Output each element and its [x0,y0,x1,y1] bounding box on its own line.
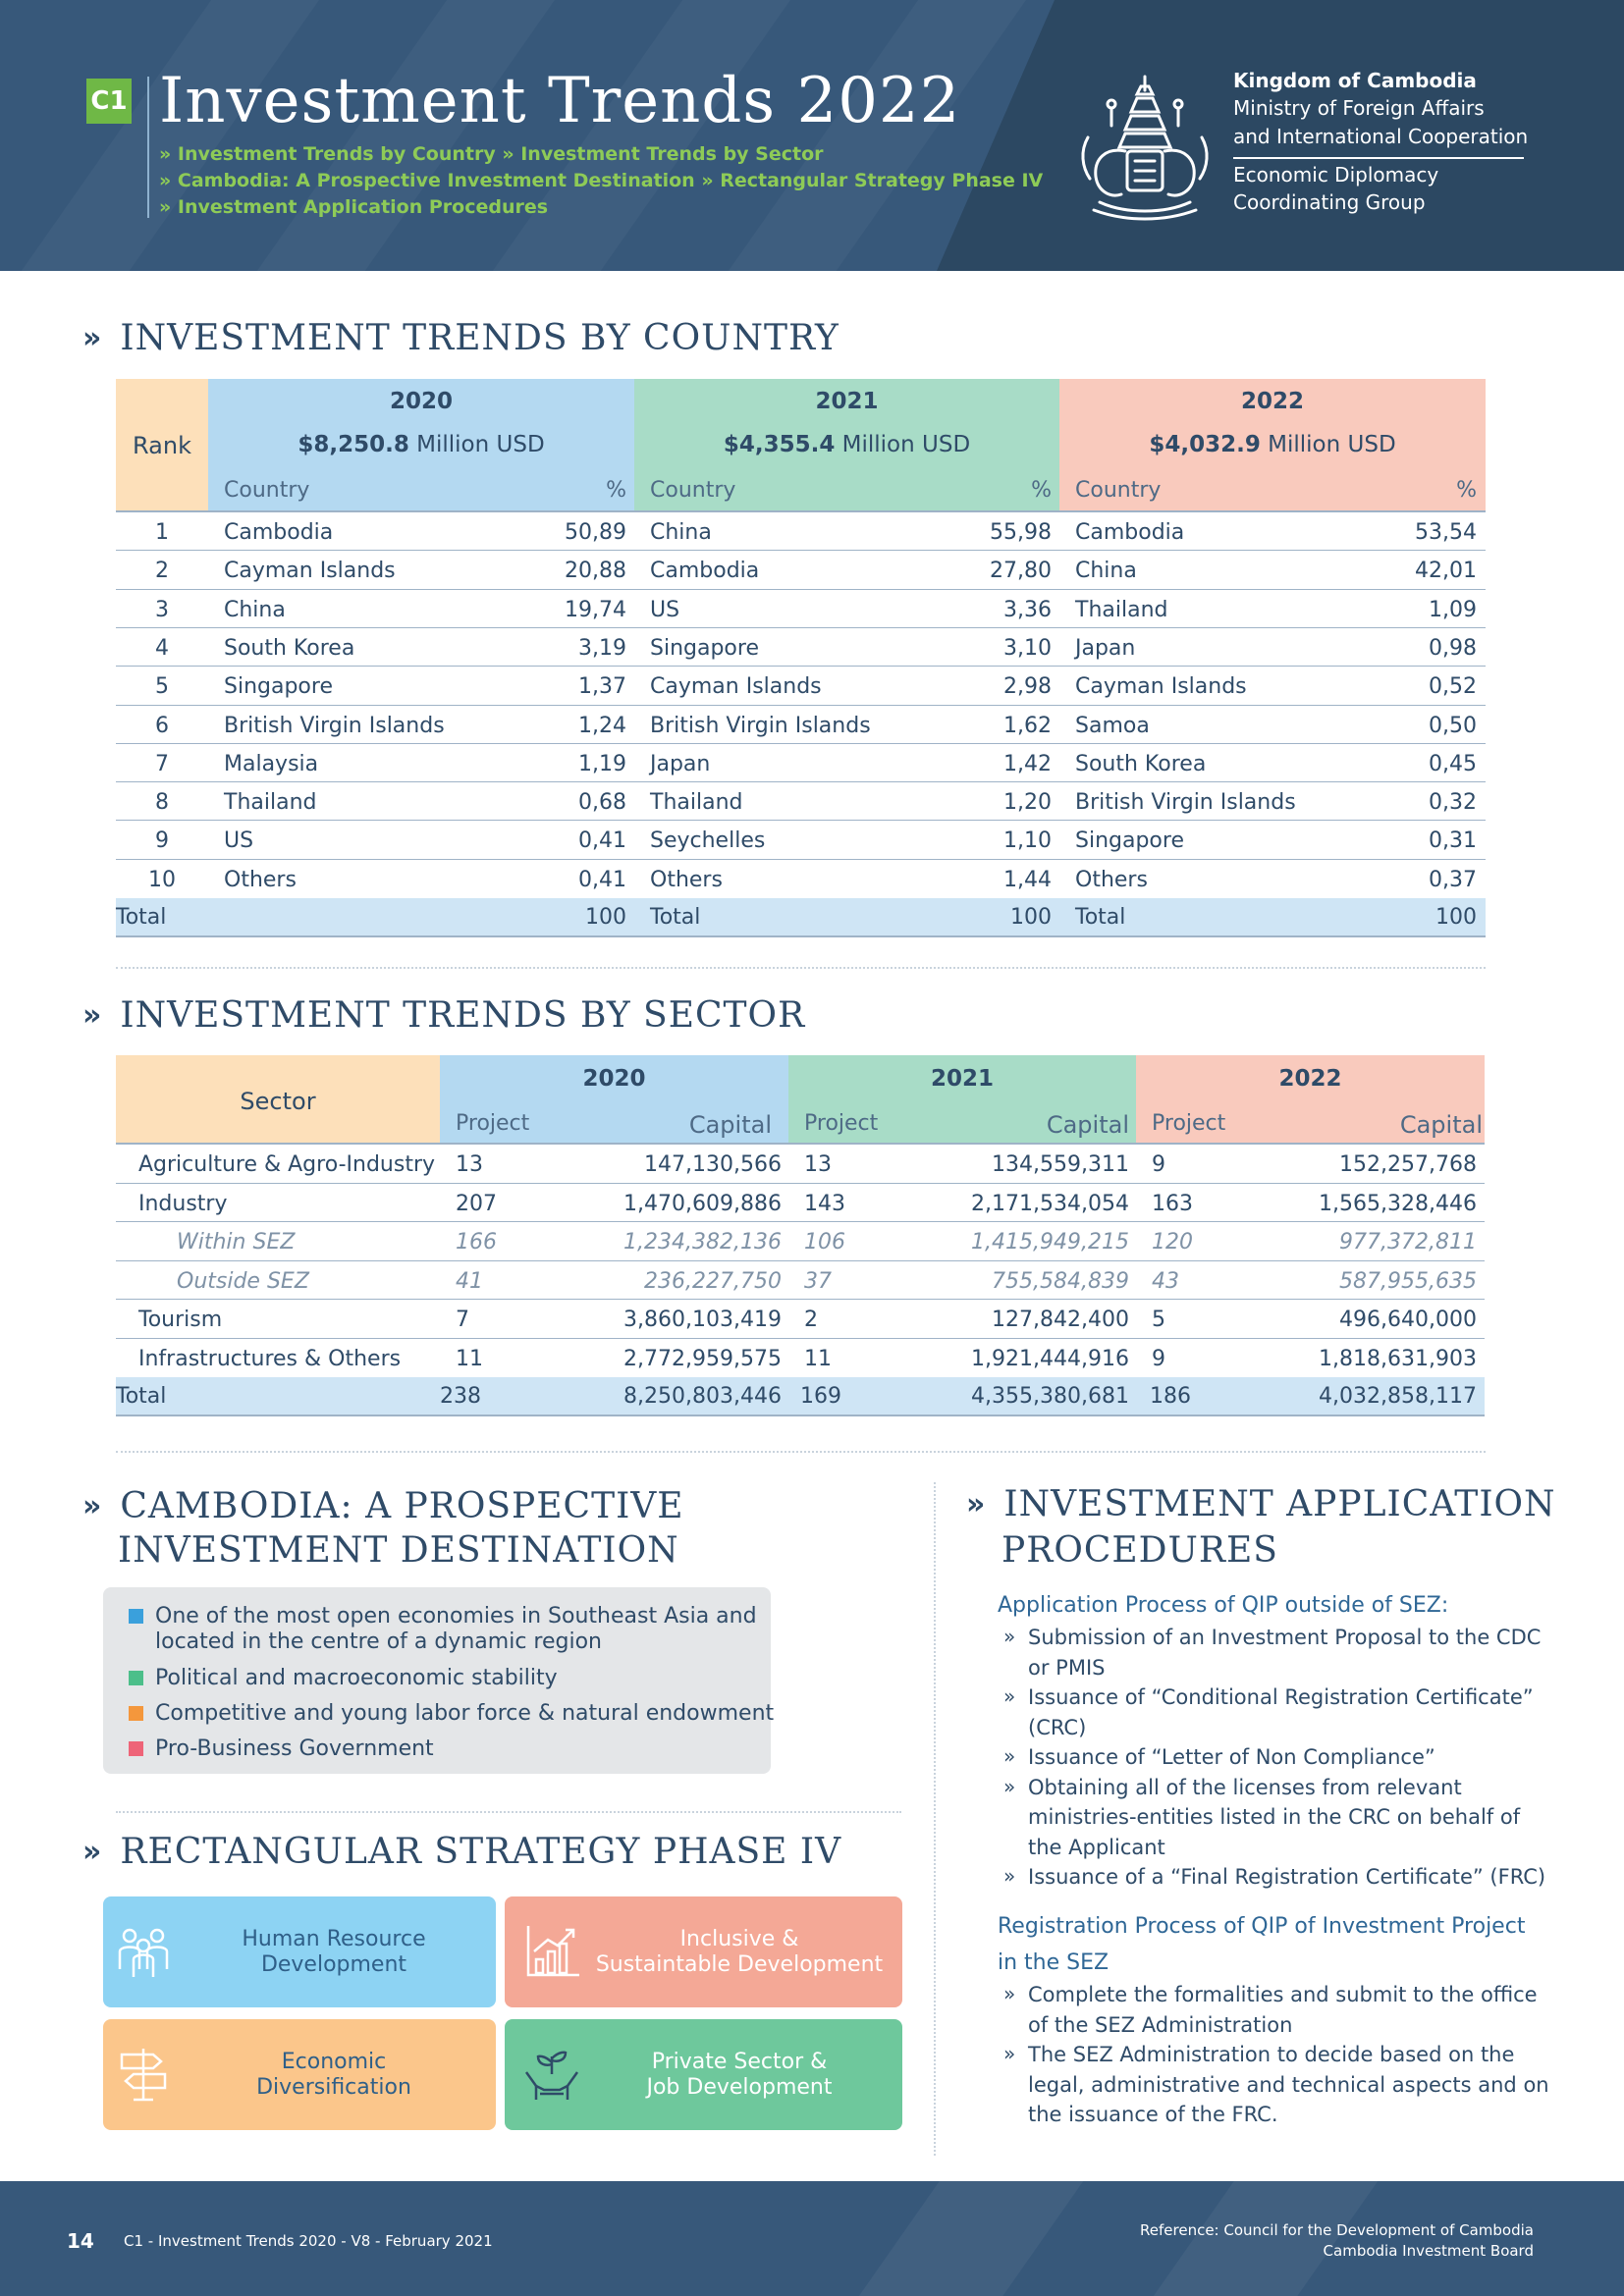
year-2020-amount-value: $8,250.8 [298,432,409,457]
total-label: Total [1075,905,1126,930]
procedure-step-line: of the SEZ Administration [1028,2012,1293,2037]
pct-2021-cell: 1,62 [1003,714,1052,738]
year-2022-amount-unit: Million USD [1260,432,1396,457]
row-divider [116,550,1486,551]
project-col-header: Project [1152,1111,1226,1136]
prospect-heading-line-2: INVESTMENT DESTINATION [118,1530,679,1571]
sector-cell: Agriculture & Agro-Industry [138,1152,436,1177]
section-divider [116,1451,1486,1453]
prospect-item-2: Political and macroeconomic stability [155,1666,558,1690]
tile-4-label [592,2050,887,2101]
sector-total-value: 169 [800,1384,841,1409]
procedure-step-line: (CRC) [1028,1715,1087,1739]
country-2022-cell: Japan [1075,636,1136,661]
capital-2021-cell: 134,559,311 [992,1152,1129,1177]
project-2020-cell: 166 [456,1230,497,1255]
row-divider [116,859,1486,860]
group-name-line-2: Coordinating Group [1233,190,1426,214]
org-name: Kingdom of Cambodia [1233,69,1477,92]
capital-2021-cell: 127,842,400 [992,1308,1129,1332]
pct-2022-cell: 0,37 [1429,868,1477,892]
pct-2021-cell: 2,98 [1003,674,1052,699]
row-divider [116,1183,1485,1184]
procedure-step-line: Issuance of a “Final Registration Certificate” (FRC) [1028,1865,1546,1889]
country-2021-cell: Cambodia [650,559,760,583]
country-2020-cell: Malaysia [224,752,319,776]
year-2022-amount-value: $4,032.9 [1149,432,1261,457]
project-2022-cell: 120 [1152,1230,1193,1255]
tile-1-label [196,1927,471,1978]
pct-col-header: % [606,478,626,503]
capital-2021-cell: 1,921,444,916 [971,1347,1129,1371]
rank-cell: 9 [155,828,169,853]
footer-reference-line-2: Cambodia Investment Board [1323,2242,1534,2260]
pct-2021-cell: 1,42 [1003,752,1052,776]
sector-year-2021: 2021 [930,1066,994,1092]
pct-2022-cell: 0,32 [1429,790,1477,815]
capital-2020-cell: 236,227,750 [644,1269,782,1294]
pct-2022-cell: 53,54 [1415,520,1477,545]
pct-2022-cell: 0,98 [1429,636,1477,661]
prospect-heading-line-1: CAMBODIA: A PROSPECTIVE [120,1486,684,1526]
tile-2-line-2: Sustaintable Development [595,1952,884,1977]
header-link-line-2[interactable]: » Cambodia: A Prospective Investment Destination » Rectangular Strategy Phase IV [159,170,1044,191]
capital-col-header: Capital [1399,1111,1483,1139]
rank-cell: 7 [155,752,169,776]
chevron-icon: » [82,1835,103,1869]
procedure-step-line: The SEZ Administration to decide based on the [1028,2043,1515,2066]
sector-section-heading [82,993,805,1039]
row-divider [116,1221,1485,1222]
total-value: 100 [585,905,626,930]
rank-cell: 3 [155,598,169,622]
country-2022-cell: Samoa [1075,714,1150,738]
capital-col-header: Capital [1046,1111,1129,1139]
prospect-item-4: Pro-Business Government [155,1736,434,1761]
pct-2021-cell: 55,98 [990,520,1052,545]
country-2021-cell: Others [650,868,723,892]
project-2021-cell: 2 [804,1308,818,1332]
procedure-step-line: or PMIS [1028,1655,1106,1680]
country-2020-cell: US [224,828,254,853]
year-2021-amount [634,432,1059,457]
header-link-line-3[interactable]: » Investment Application Procedures [159,196,549,218]
total-value: 100 [1010,905,1052,930]
pct-2020-cell: 0,41 [578,868,626,892]
capital-2020-cell: 1,470,609,886 [623,1192,782,1216]
country-2020-cell: South Korea [224,636,355,661]
footer-reference-line-1: Reference: Council for the Development of Cambodia [1140,2221,1534,2239]
procedure-step-line: Submission of an Investment Proposal to the CDC [1028,1626,1542,1649]
year-2020-amount [208,432,634,457]
project-col-header: Project [456,1111,530,1136]
pct-2020-cell: 1,24 [578,714,626,738]
capital-2020-cell: 1,234,382,136 [623,1230,782,1255]
pct-2020-cell: 0,68 [578,790,626,815]
procedure-step-line: legal, administrative and technical aspects and on [1028,2072,1549,2097]
chevron-bullet-icon: » [1003,1744,1016,1768]
rank-cell: 6 [155,714,169,738]
header-link-line-1[interactable]: » Investment Trends by Country » Investment Trends by Sector [159,143,824,165]
page-number: 14 [67,2229,94,2253]
country-2020-cell: British Virgin Islands [224,714,445,738]
pct-2022-cell: 1,09 [1429,598,1477,622]
country-2022-cell: Cambodia [1075,520,1185,545]
procedure-group-2-title-line-2: in the SEZ [998,1950,1110,1975]
row-divider [116,1338,1485,1339]
procedure-step-line: the issuance of the FRC. [1028,2103,1278,2126]
ministry-name-line-2: and International Cooperation [1233,125,1529,148]
year-2021-amount-value: $4,355.4 [723,432,836,457]
country-col-header: Country [650,478,736,503]
pct-2021-cell: 3,10 [1003,636,1052,661]
growth-chart-icon [522,1922,581,1981]
capital-2020-cell: 2,772,959,575 [623,1347,782,1371]
pct-2021-cell: 27,80 [990,559,1052,583]
sector-total-label: Total [116,1384,167,1409]
row-divider [116,705,1486,706]
project-2021-cell: 11 [804,1347,832,1371]
pct-2020-cell: 50,89 [565,520,626,545]
procedure-step-line: the Applicant [1028,1835,1165,1859]
country-2022-cell: Singapore [1075,828,1184,853]
section-divider [116,967,1486,969]
row-divider [116,781,1486,782]
project-2021-cell: 37 [804,1269,832,1294]
country-col-header: Country [224,478,310,503]
chevron-bullet-icon: » [1003,1684,1016,1708]
procedure-step-line: Issuance of “Letter of Non Compliance” [1028,1745,1435,1769]
country-2022-cell: Others [1075,868,1148,892]
page-title: Investment Trends 2022 [159,65,961,137]
total-value: 100 [1435,905,1477,930]
country-2020-cell: Thailand [224,790,317,815]
section-badge: C1 [86,79,132,124]
country-col-header: Country [1075,478,1162,503]
tile-4-line-2: Job Development [646,2075,833,2100]
rank-cell: 5 [155,674,169,699]
capital-2020-cell: 3,860,103,419 [623,1308,782,1332]
tile-4-line-1: Private Sector & [651,2050,828,2074]
rank-cell: 2 [155,559,169,583]
rank-cell: 10 [148,868,176,892]
capital-2022-cell: 977,372,811 [1339,1230,1477,1255]
project-2020-cell: 207 [456,1192,497,1216]
capital-2022-cell: 1,565,328,446 [1319,1192,1477,1216]
pct-2022-cell: 0,52 [1429,674,1477,699]
chevron-bullet-icon: » [1003,1625,1016,1648]
country-section-heading [82,316,839,361]
capital-2021-cell: 2,171,534,054 [971,1192,1129,1216]
pct-2020-cell: 1,37 [578,674,626,699]
royal-crest-icon [1066,69,1223,226]
tile-1-line-2: Development [260,1952,407,1977]
people-icon [114,1922,173,1981]
project-2020-cell: 7 [456,1308,469,1332]
sector-total-value: 4,355,380,681 [971,1384,1129,1409]
row-divider [116,589,1486,590]
sub-sector-cell: Within SEZ [177,1230,296,1255]
row-divider [116,666,1486,667]
pct-2022-cell: 0,45 [1429,752,1477,776]
country-2021-cell: Seychelles [650,828,766,853]
pct-2022-cell: 0,31 [1429,828,1477,853]
country-2022-cell: Cayman Islands [1075,674,1247,699]
org-divider [1233,157,1524,159]
country-2021-cell: Singapore [650,636,759,661]
total-label: Total [650,905,701,930]
pct-col-header: % [1031,478,1052,503]
table-rule [116,935,1486,937]
country-2022-cell: British Virgin Islands [1075,790,1296,815]
pct-2021-cell: 1,44 [1003,868,1052,892]
prospect-item-1-line-2: located in the centre of a dynamic region [155,1629,602,1654]
year-2021-label: 2021 [815,389,879,414]
sector-total-value: 238 [440,1384,481,1409]
capital-2020-cell: 147,130,566 [644,1152,782,1177]
country-2020-cell: Cambodia [224,520,334,545]
sector-cell: Infrastructures & Others [138,1347,402,1371]
country-2020-cell: Cayman Islands [224,559,396,583]
procedures-heading-line-2: PROCEDURES [1001,1530,1278,1571]
pct-col-header: % [1456,478,1477,503]
pct-2020-cell: 3,19 [578,636,626,661]
capital-2021-cell: 755,584,839 [992,1269,1129,1294]
year-2020-label: 2020 [389,389,453,414]
tile-2-label [592,1927,887,1978]
chevron-bullet-icon: » [1003,2042,1016,2065]
prospect-item-3: Competitive and young labor force & natural endowment [155,1701,775,1726]
prospect-item-1-line-1: One of the most open economies in Southeast Asia and [155,1604,757,1629]
capital-2022-cell: 496,640,000 [1339,1308,1477,1332]
chevron-bullet-icon: » [1003,1774,1016,1798]
table-rule [116,1143,1485,1145]
sector-total-value: 8,250,803,446 [623,1384,782,1409]
rank-cell: 1 [155,520,169,545]
sub-sector-cell: Outside SEZ [177,1269,309,1294]
pct-2022-cell: 42,01 [1415,559,1477,583]
sector-section-heading-text: INVESTMENT TRENDS BY SECTOR [120,995,806,1036]
sector-year-2020: 2020 [582,1066,646,1092]
capital-2022-cell: 587,955,635 [1339,1269,1477,1294]
total-row-bg [116,898,1486,935]
country-2021-cell: US [650,598,680,622]
project-2022-cell: 9 [1152,1347,1165,1371]
country-2021-cell: Japan [650,752,711,776]
country-2021-cell: China [650,520,712,545]
hands-plant-icon [522,2045,581,2104]
pct-2021-cell: 3,36 [1003,598,1052,622]
country-2020-cell: Others [224,868,297,892]
row-divider [116,1260,1485,1261]
project-2021-cell: 106 [804,1230,845,1255]
pct-2020-cell: 20,88 [565,559,626,583]
year-2020-amount-unit: Million USD [408,432,545,457]
chevron-bullet-icon: » [1003,1864,1016,1888]
project-2021-cell: 143 [804,1192,845,1216]
rank-header: Rank [133,432,191,459]
sector-year-2022: 2022 [1278,1066,1342,1092]
pct-2020-cell: 0,41 [578,828,626,853]
row-divider [116,743,1486,744]
bullet-square-icon [129,1741,143,1756]
rank-cell: 4 [155,636,169,661]
capital-2021-cell: 1,415,949,215 [971,1230,1129,1255]
title-divider [147,77,149,218]
procedures-section-heading [966,1482,1556,1527]
capital-2022-cell: 1,818,631,903 [1319,1347,1477,1371]
row-divider [116,1299,1485,1300]
country-2020-cell: China [224,598,286,622]
country-2022-cell: China [1075,559,1137,583]
tile-1-line-1: Human Resource [242,1927,426,1951]
capital-col-header: Capital [688,1111,772,1139]
procedure-step-line: Issuance of “Conditional Registration Certificate” [1028,1685,1534,1709]
sector-total-value: 186 [1150,1384,1191,1409]
project-2022-cell: 43 [1152,1269,1179,1294]
procedure-group-1-title: Application Process of QIP outside of SEZ: [998,1593,1449,1618]
sector-col-header: Sector [240,1088,316,1115]
year-2021-amount-unit: Million USD [835,432,971,457]
group-name-line-1: Economic Diplomacy [1233,163,1439,187]
tile-3-line-2: Diversification [256,2075,411,2100]
chevron-icon: » [82,1489,103,1523]
year-2022-amount [1059,432,1486,457]
signpost-icon [114,2045,173,2104]
pct-2020-cell: 1,19 [578,752,626,776]
project-2022-cell: 5 [1152,1308,1165,1332]
project-2022-cell: 9 [1152,1152,1165,1177]
footer-doc-label: C1 - Investment Trends 2020 - V8 - February 2021 [124,2232,493,2250]
tile-3-line-1: Economic [281,2050,387,2074]
chevron-bullet-icon: » [1003,1982,1016,2005]
country-2020-cell: Singapore [224,674,333,699]
chevron-icon: » [82,321,103,355]
procedure-step-line: ministries-entities listed in the CRC on behalf of [1028,1805,1521,1829]
project-col-header: Project [804,1111,879,1136]
total-label: Total [116,905,167,930]
strategy-section-heading [82,1830,841,1875]
pct-2022-cell: 0,50 [1429,714,1477,738]
country-2022-cell: Thailand [1075,598,1168,622]
prospect-section-heading [82,1484,684,1529]
sector-total-value: 4,032,858,117 [1319,1384,1477,1409]
row-divider [116,820,1486,821]
table-rule [116,510,1486,512]
chevron-icon: » [82,998,103,1033]
country-2022-cell: South Korea [1075,752,1207,776]
pct-2021-cell: 1,10 [1003,828,1052,853]
project-2020-cell: 11 [456,1347,483,1371]
procedure-step-line: Complete the formalities and submit to the office [1028,1983,1538,2006]
country-2021-cell: Thailand [650,790,743,815]
chevron-icon: » [966,1487,987,1522]
procedures-heading-line-1: INVESTMENT APPLICATION [1003,1484,1556,1524]
ministry-name-line-1: Ministry of Foreign Affairs [1233,96,1485,120]
strategy-section-heading-text: RECTANGULAR STRATEGY PHASE IV [120,1832,842,1872]
table-rule [116,1415,1485,1416]
rank-cell: 8 [155,790,169,815]
country-2021-cell: Cayman Islands [650,674,822,699]
bullet-square-icon [129,1609,143,1624]
bullet-square-icon [129,1671,143,1685]
bullet-square-icon [129,1706,143,1721]
project-2020-cell: 13 [456,1152,483,1177]
sector-cell: Industry [138,1192,228,1216]
row-divider [116,627,1486,628]
tile-2-line-1: Inclusive & [679,1927,799,1951]
procedure-step-line: Obtaining all of the licenses from relevant [1028,1775,1462,1799]
project-2022-cell: 163 [1152,1192,1193,1216]
pct-2021-cell: 1,20 [1003,790,1052,815]
year-2022-label: 2022 [1240,389,1304,414]
pct-2020-cell: 19,74 [565,598,626,622]
section-divider [116,1811,901,1813]
sector-cell: Tourism [138,1308,223,1332]
tile-3-label [196,2050,471,2101]
country-2021-cell: British Virgin Islands [650,714,871,738]
procedure-group-2-title-line-1: Registration Process of QIP of Investment Project [998,1914,1526,1939]
project-2021-cell: 13 [804,1152,832,1177]
footer-stripe [726,2181,1160,2296]
capital-2022-cell: 152,257,768 [1339,1152,1477,1177]
project-2020-cell: 41 [456,1269,483,1294]
country-section-heading-text: INVESTMENT TRENDS BY COUNTRY [120,318,839,358]
column-divider [934,1482,936,2156]
